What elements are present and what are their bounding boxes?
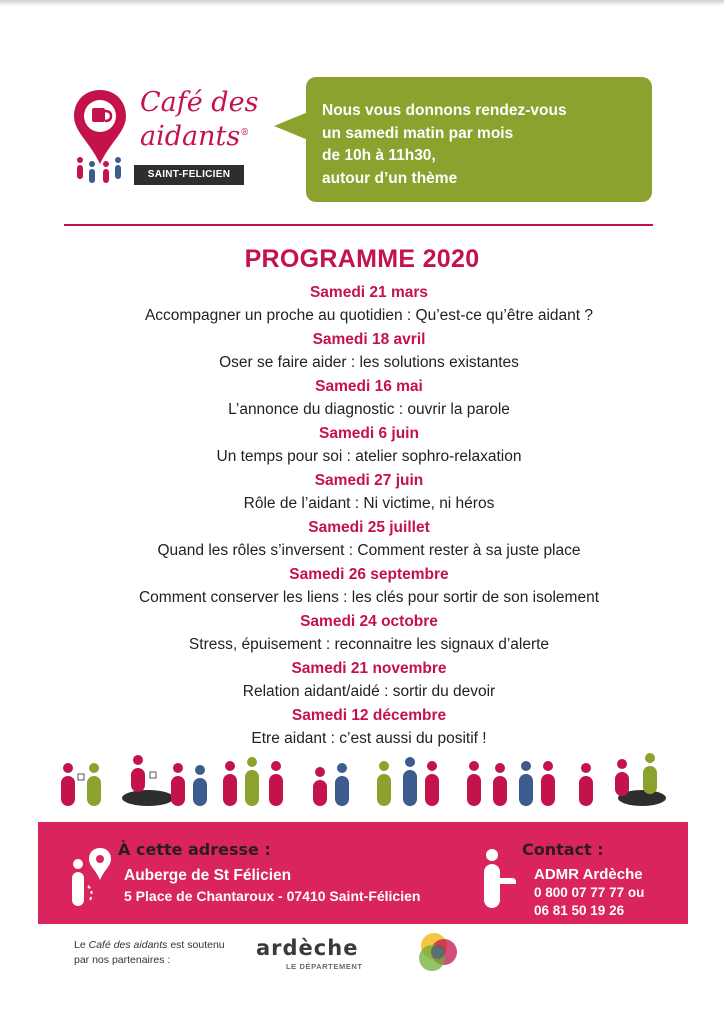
event-date: Samedi 16 mai	[315, 378, 423, 395]
contact-name: ADMR Ardèche	[534, 866, 643, 883]
note-prefix: Le	[74, 939, 89, 951]
event-list	[0, 281, 724, 751]
person-icon	[478, 848, 518, 910]
logo-line2: aidants	[140, 121, 241, 152]
event-date: Samedi 6 juin	[319, 425, 419, 442]
bubble-line: de 10h à 11h30,	[322, 147, 436, 164]
note-brand: Café des aidants	[88, 939, 168, 951]
event-date: Samedi 21 novembre	[291, 660, 447, 677]
event-date: Samedi 24 octobre	[300, 613, 438, 630]
scan-edge	[0, 0, 724, 6]
event-topic: Relation aidant/aidé : sortir du devoir	[242, 683, 496, 700]
logo-title	[140, 88, 258, 152]
event-topic: Etre aidant : c’est aussi du positif !	[251, 730, 487, 747]
event-topic: Rôle de l’aidant : Ni victime, ni héros	[243, 495, 495, 512]
address-street: 5 Place de Chantaroux - 07410 Saint-Félicien	[124, 888, 421, 904]
note-line2: par nos partenaires :	[74, 954, 171, 966]
bubble-line: Nous vous donnons rendez-vous	[322, 102, 567, 119]
partner-sub: LE DÉPARTEMENT	[286, 962, 363, 971]
partner-name: ardèche	[256, 936, 359, 960]
ardeche-logo	[256, 936, 380, 976]
partners-note	[74, 938, 225, 968]
contact-phone: 06 81 50 19 26	[534, 903, 625, 918]
location-pin-icon	[70, 846, 114, 910]
note-suffix: est soutenu	[167, 939, 225, 951]
logo-line1: Café des	[140, 87, 259, 118]
bubble-text	[322, 100, 647, 190]
event-date: Samedi 26 septembre	[289, 566, 449, 583]
people-illustration	[50, 750, 670, 810]
logo-tagline: SAINT-FELICIEN	[134, 165, 244, 185]
event-topic: Comment conserver les liens : les clés pour sortir de son isolement	[138, 589, 600, 606]
registered-mark: ®	[240, 128, 250, 138]
event-date: Samedi 25 juillet	[308, 519, 430, 536]
contact-phone: 0 800 07 77 77 ou	[534, 885, 645, 900]
address-name: Auberge de St Félicien	[124, 867, 292, 884]
event-topic: Un temps pour soi : atelier sophro-relaxation	[216, 448, 522, 465]
event-topic: L’annonce du diagnostic : ouvrir la parole	[228, 401, 510, 418]
bubble-line: autour d’un thème	[322, 169, 458, 187]
bubble-tail	[274, 112, 308, 140]
event-topic: Accompagner un proche au quotidien : Qu’est-ce qu’être aidant ?	[144, 307, 594, 324]
event-date: Samedi 18 avril	[312, 331, 426, 348]
event-topic: Oser se faire aider : les solutions existantes	[219, 354, 519, 371]
address-label: À cette adresse :	[118, 840, 271, 859]
event-topic: Stress, épuisement : reconnaitre les signaux d’alerte	[188, 636, 550, 653]
people-figures	[61, 753, 666, 806]
divider	[64, 224, 653, 226]
programme-title: PROGRAMME 2020	[244, 245, 480, 273]
bubble-line: un samedi matin par mois	[322, 124, 514, 142]
contact-label: Contact :	[522, 840, 604, 859]
event-topic: Quand les rôles s’inversent : Comment rester à sa juste place	[157, 542, 581, 559]
event-date: Samedi 12 décembre	[291, 707, 447, 724]
event-date: Samedi 27 juin	[314, 472, 424, 489]
partner-circles-logo	[412, 930, 464, 982]
event-date: Samedi 21 mars	[309, 284, 429, 301]
